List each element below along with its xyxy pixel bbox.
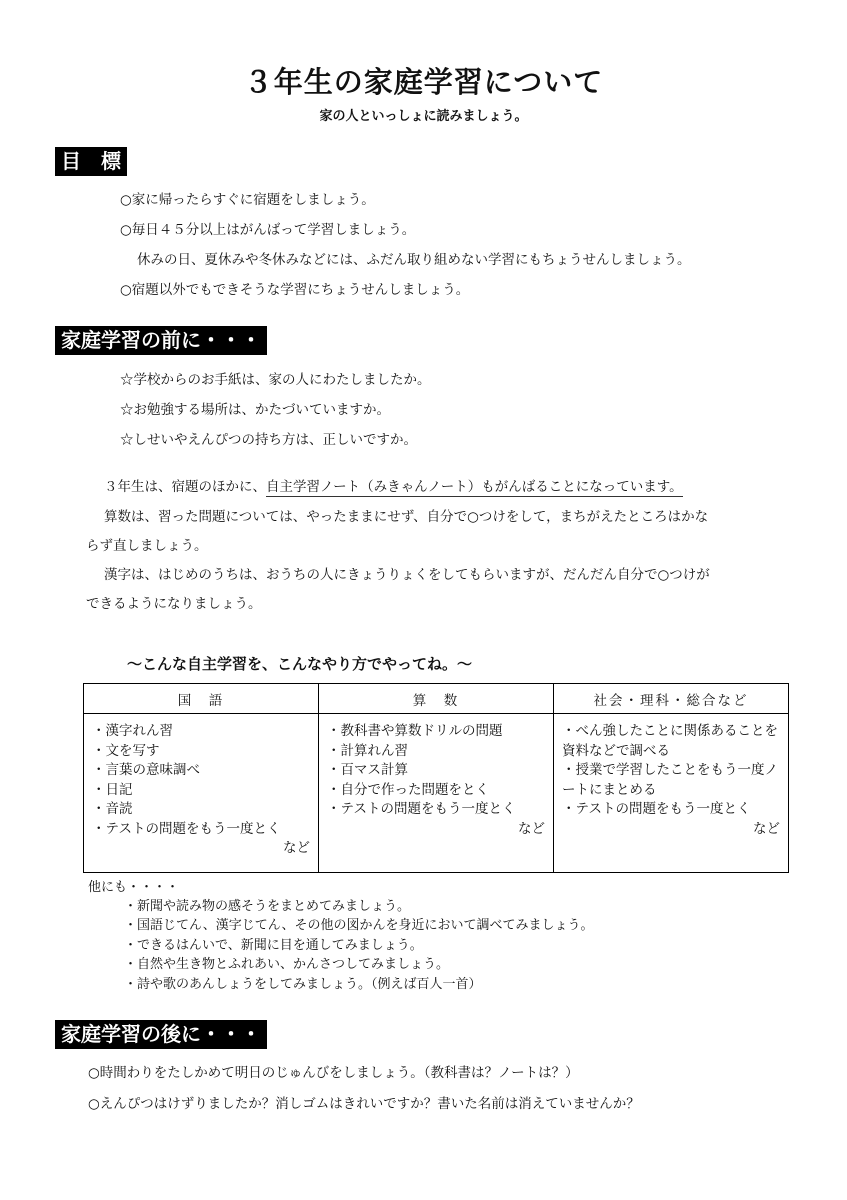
others-item-3: ・できるはんいで、新聞に目を通してみましょう。 bbox=[124, 938, 423, 953]
after-line-2: ○えんぴつはけずりましたか？消しゴムはきれいですか？書いた名前は消えていませんか？ bbox=[88, 1096, 640, 1112]
cell-social-science bbox=[554, 714, 789, 873]
list-item: ・計算れん習 bbox=[327, 742, 408, 759]
cell-etc-label: など bbox=[753, 820, 780, 837]
list-item: ・べん強したことに関係あることを資料などで調べる bbox=[562, 723, 778, 759]
paragraph-kanji-line-1: 漢字は、はじめのうちは、おうちの人にきょうりょくをしてもらいますが、だんだん自分で○つけが bbox=[104, 567, 710, 583]
list-item: ・文を写す bbox=[92, 742, 160, 759]
after-line-1: ○時間わりをたしかめて明日のじゅんびをしましょう。（教科書は？ノートは？） bbox=[88, 1065, 579, 1081]
self-study-table bbox=[83, 683, 789, 873]
goal-line-1: ○家に帰ったらすぐに宿題をしましょう。 bbox=[120, 192, 375, 208]
page-title: ３年生の家庭学習について bbox=[243, 65, 604, 99]
list-item: ・自分で作った問題をとく bbox=[327, 781, 489, 798]
others-intro: 他にも・・・・ bbox=[88, 880, 180, 895]
list-item: ・授業で学習したことをもう一度ノートにまとめる bbox=[562, 762, 778, 798]
paragraph-kanji-line-2: できるようになりましょう。 bbox=[86, 596, 262, 612]
list-item: ・日記 bbox=[92, 781, 133, 798]
list-item: ・百マス計算 bbox=[327, 762, 408, 778]
list-item: ・漢字れん習 bbox=[92, 723, 173, 739]
others-item-4: ・自然や生き物とふれあい、かんさつしてみましょう。 bbox=[124, 957, 450, 972]
list-item: ・テストの問題をもう一度とく bbox=[562, 801, 751, 817]
cell-math bbox=[319, 714, 554, 873]
check-line-3: ☆しせいやえんぴつの持ち方は、正しいですか。 bbox=[120, 432, 417, 448]
others-item-1: ・新聞や読み物の感そうをまとめてみましょう。 bbox=[124, 899, 411, 914]
list-item: ・教科書や算数ドリルの問題 bbox=[327, 723, 503, 739]
section-heading-after: 家庭学習の後に・・・ bbox=[55, 1020, 267, 1049]
goal-line-2: ○毎日４５分以上はがんばって学習しましょう。 bbox=[120, 222, 416, 238]
list-item: ・テストの問題をもう一度とく bbox=[327, 801, 516, 817]
cell-etc-label: など bbox=[283, 840, 310, 856]
cell-japanese bbox=[84, 714, 319, 873]
list-item: ・言葉の意味調べ bbox=[92, 762, 200, 778]
check-line-1: ☆学校からのお手紙は、家の人にわたしましたか。 bbox=[120, 372, 431, 388]
others-item-5: ・詩や歌のあんしょうをしてみましょう。（例えば百人一首） bbox=[124, 977, 482, 992]
list-item: ・音読 bbox=[92, 801, 133, 817]
column-header-japanese: 国 語 bbox=[84, 684, 319, 714]
section-heading-goal: 目 標 bbox=[55, 147, 127, 176]
cell-etc-label: など bbox=[518, 820, 545, 837]
paragraph-math-line-2: らず直しましょう。 bbox=[86, 538, 208, 554]
paragraph-self-study-underlined: 自主学習ノート（みきゃんノート）もがんばることになっています。 bbox=[266, 479, 683, 495]
page-subtitle: 家の人といっしょに読みましょう。 bbox=[319, 109, 528, 124]
self-study-tagline: ～こんな自主学習を、こんなやり方でやってね。～ bbox=[127, 655, 473, 673]
goal-line-3: 休みの日、夏休みや冬休みなどには、ふだん取り組めない学習にもちょうせんしましょう。 bbox=[137, 252, 691, 268]
column-header-social-science: 社会・理科・総合など bbox=[554, 684, 789, 714]
table-row bbox=[84, 714, 789, 873]
list-item: ・テストの問題をもう一度とく bbox=[92, 820, 281, 837]
table-header-row bbox=[84, 684, 789, 714]
paragraph-self-study bbox=[104, 475, 683, 495]
others-item-2: ・国語じてん、漢字じてん、その他の図かんを身近において調べてみましょう。 bbox=[124, 918, 594, 933]
goal-line-4: ○宿題以外でもできそうな学習にちょうせんしましょう。 bbox=[120, 282, 470, 298]
check-line-2: ☆お勉強する場所は、かたづいていますか。 bbox=[120, 402, 390, 418]
column-header-math: 算 数 bbox=[319, 684, 554, 714]
section-heading-before: 家庭学習の前に・・・ bbox=[55, 326, 267, 355]
paragraph-math-line-1: 算数は、習った問題については、やったままにせず、自分で○つけをして，まちがえたところはかな bbox=[104, 509, 709, 525]
paragraph-self-study-text: ３年生は、宿題のほかに、 bbox=[104, 479, 266, 495]
